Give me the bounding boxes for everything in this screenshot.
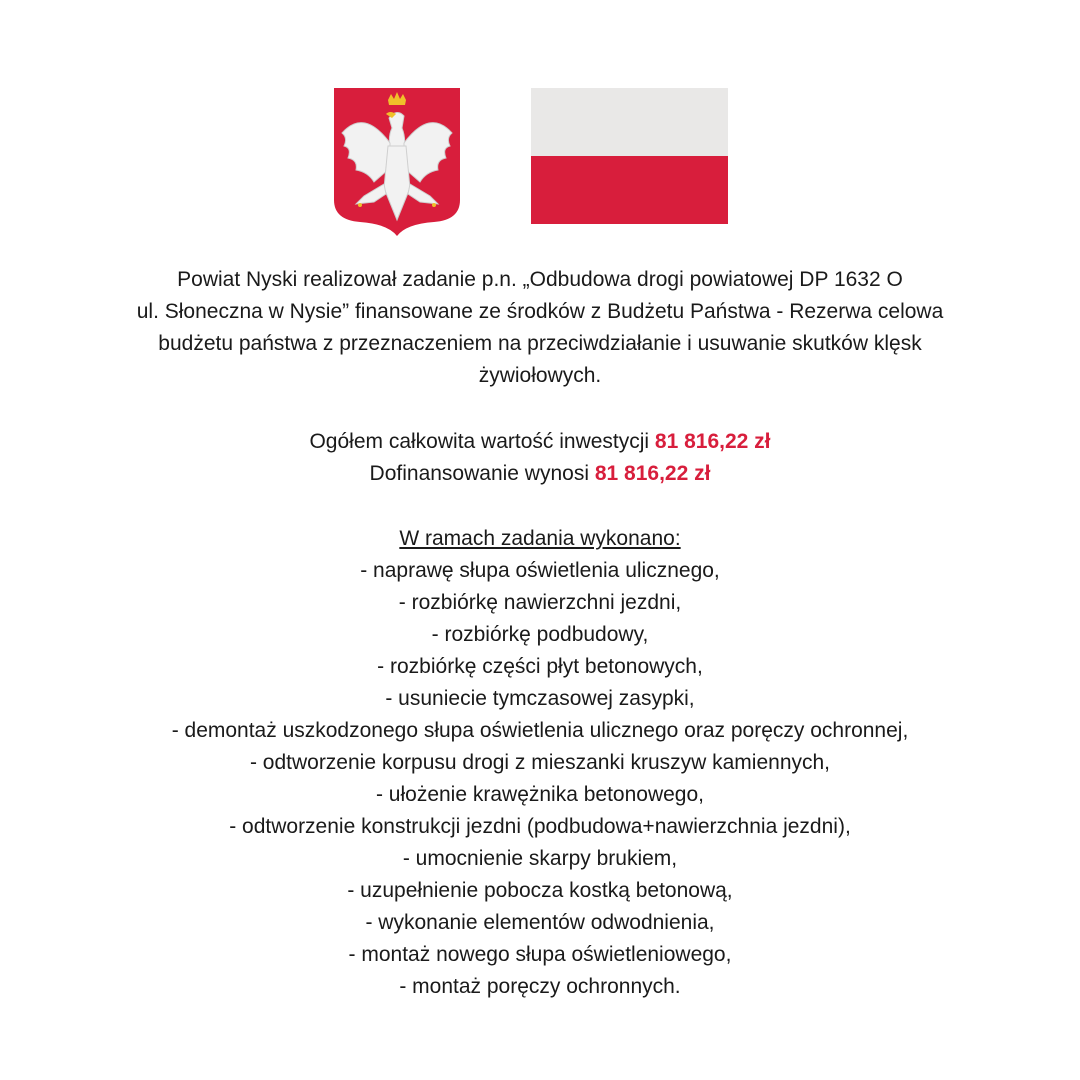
- works-heading: W ramach zadania wykonano:: [399, 527, 681, 550]
- list-item: - montaż poręczy ochronnych.: [399, 975, 681, 998]
- intro-paragraph: [0, 264, 1080, 392]
- total-value-line: [0, 426, 1080, 458]
- flag-white-stripe: [531, 88, 728, 156]
- intro-line: ul. Słoneczna w Nysie” finansowane ze środków z Budżetu Państwa - Rezerwa celowa: [136, 300, 944, 323]
- list-item: - rozbiórkę części płyt betonowych,: [377, 655, 703, 678]
- intro-line: żywiołowych.: [478, 364, 602, 387]
- list-item: - rozbiórkę nawierzchni jezdni,: [398, 591, 682, 614]
- list-item: - ułożenie krawężnika betonowego,: [375, 783, 705, 806]
- polish-flag: [531, 88, 728, 224]
- list-item: - usuniecie tymczasowej zasypki,: [385, 687, 695, 710]
- funding-line: [0, 458, 1080, 490]
- list-item: - montaż nowego słupa oświetleniowego,: [348, 943, 732, 966]
- list-item: - uzupełnienie pobocza kostką betonową,: [347, 879, 733, 902]
- list-item: - demontaż uszkodzonego słupa oświetlenia ulicznego oraz poręczy ochronnej,: [171, 719, 909, 742]
- total-label: Ogółem całkowita wartość inwestycji: [309, 430, 655, 453]
- amounts: [0, 426, 1080, 490]
- list-item: - rozbiórkę podbudowy,: [431, 623, 649, 646]
- intro-line: budżetu państwa z przeznaczeniem na przeciwdziałanie i usuwanie skutków klęsk: [158, 332, 922, 355]
- polish-coat-of-arms-icon: [334, 88, 460, 236]
- list-item: - wykonanie elementów odwodnienia,: [365, 911, 715, 934]
- list-item: - odtworzenie korpusu drogi z mieszanki kruszyw kamiennych,: [249, 751, 831, 774]
- list-item: - umocnienie skarpy brukiem,: [402, 847, 678, 870]
- list-item: - naprawę słupa oświetlenia ulicznego,: [360, 559, 720, 582]
- total-value: 81 816,22 zł: [654, 430, 771, 453]
- intro-line: Powiat Nyski realizował zadanie p.n. „Odbudowa drogi powiatowej DP 1632 O: [177, 268, 903, 291]
- works-list: [0, 523, 1080, 1003]
- funding-label: Dofinansowanie wynosi: [369, 462, 595, 485]
- flag-red-stripe: [531, 156, 728, 224]
- list-item: - odtworzenie konstrukcji jezdni (podbudowa+nawierzchnia jezdni),: [229, 815, 851, 838]
- funding-value: 81 816,22 zł: [594, 462, 711, 485]
